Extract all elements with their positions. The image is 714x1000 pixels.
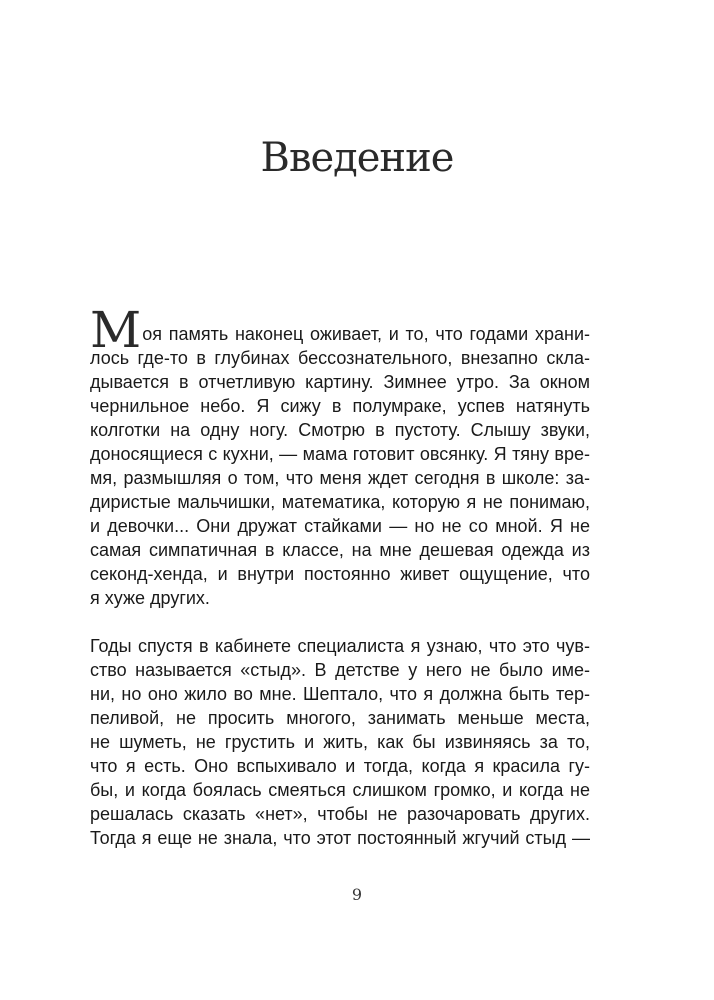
text-line: ство называется «стыд». В детстве у него не было име- (90, 660, 590, 680)
drop-cap: М (90, 301, 142, 359)
paragraph-2 (90, 634, 590, 850)
text-line: дывается в отчетливую картину. Зимнее утро. За окном (90, 372, 590, 392)
text-line: что я есть. Оно вспыхивало и тогда, когда я красила гу- (90, 756, 590, 776)
paragraph-gap (90, 610, 590, 634)
text-line: решалась сказать «нет», чтобы не разочаровать других. (90, 804, 590, 824)
text-line: ни, но оно жило во мне. Шептало, что я должна быть тер- (90, 684, 590, 704)
text-line: Тогда я еще не знала, что этот постоянный жгучий стыд — (90, 828, 590, 848)
text-line: я хуже других. (90, 588, 210, 608)
paragraph-1 (90, 301, 590, 610)
text-line: Годы спустя в кабинете специалиста я узнаю, что это чув- (90, 636, 590, 656)
text-line: колготки на одну ногу. Смотрю в пустоту. Слышу звуки, (90, 420, 590, 440)
text-line: доносящиеся с кухни, — мама готовит овсянку. Я тяну вре- (90, 444, 590, 464)
text-line: лось где-то в глубинах бессознательного, внезапно скла- (90, 348, 590, 368)
text-line: и девочки... Они дружат стайками — но не со мной. Я не (90, 516, 590, 536)
chapter-title: Введение (260, 135, 454, 181)
text-line: бы, и когда боялась смеяться слишком громко, и когда не (90, 780, 590, 800)
text-line: секонд-хенда, и внутри постоянно живет ощущение, что (90, 564, 590, 584)
text-line: оя память наконец оживает, и то, что годами храни- (142, 324, 590, 344)
page-number: 9 (351, 885, 363, 904)
text-line: диристые мальчишки, математика, которую я не понимаю, (90, 492, 590, 512)
text-line: мя, размышляя о том, что меня ждет сегодня в школе: за- (90, 468, 590, 488)
text-line: чернильное небо. Я сижу в полумраке, успев натянуть (90, 396, 590, 416)
text-line: пеливой, не просить многого, занимать меньше места, (90, 708, 590, 728)
text-line: самая симпатичная в классе, на мне дешевая одежда из (90, 540, 590, 560)
text-line: не шуметь, не грустить и жить, как бы извиняясь за то, (90, 732, 590, 752)
body-text (90, 301, 590, 850)
